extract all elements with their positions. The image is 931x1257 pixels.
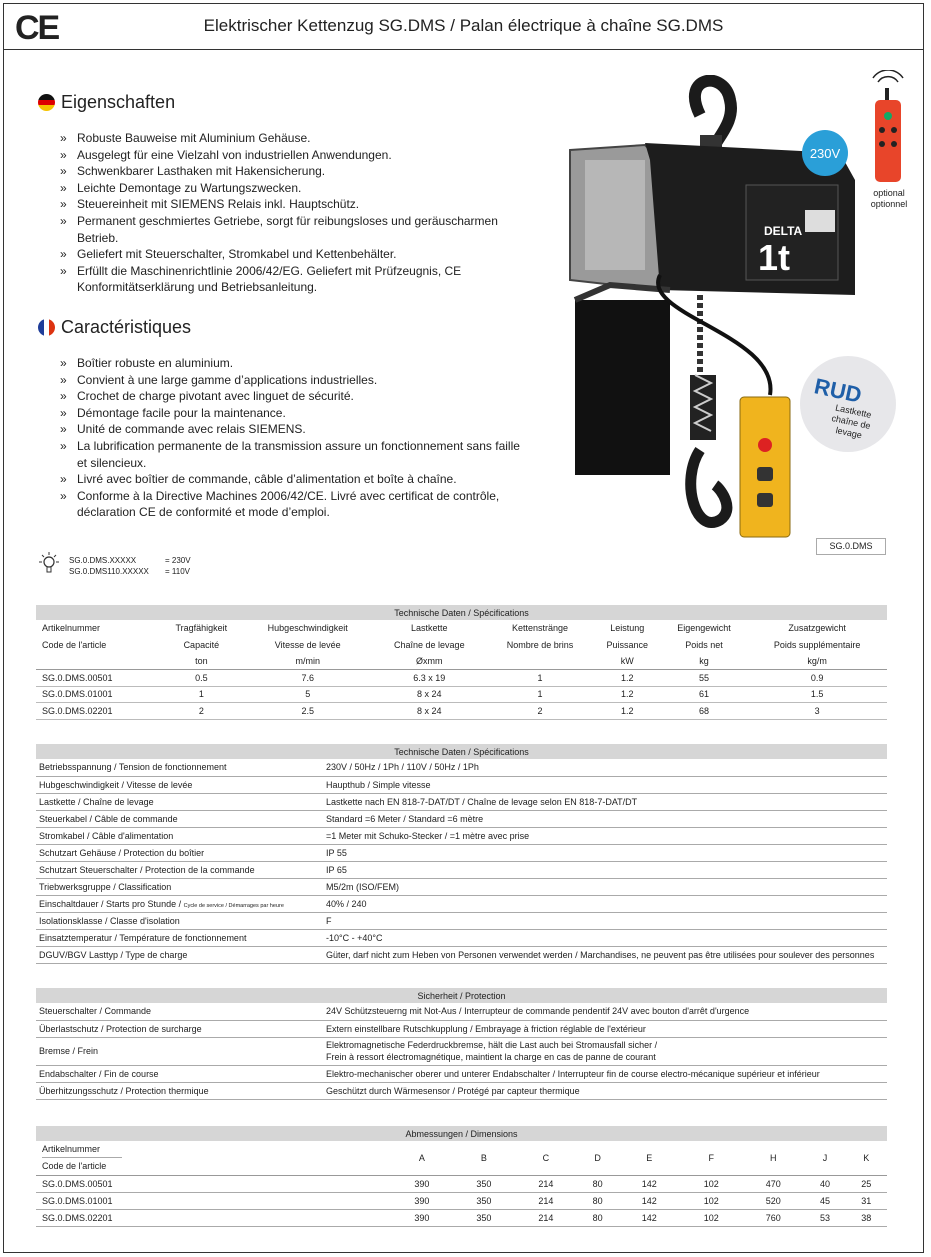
- table-caption-row: [36, 744, 887, 759]
- table-header-row: [36, 620, 887, 637]
- remote-caption: [850, 188, 928, 210]
- table-caption: Sicherheit / Protection: [36, 988, 887, 1003]
- table-row: [36, 1020, 887, 1037]
- section-heading-de: [38, 92, 175, 113]
- dimensions-table: [36, 1126, 887, 1227]
- dimension-header: F: [680, 1141, 742, 1175]
- table-cell: SG.0.DMS.02201: [36, 703, 160, 720]
- property-label: [36, 844, 323, 861]
- property-label: [36, 1003, 323, 1020]
- french-flag-icon: [38, 319, 55, 336]
- table-cell: 1.5: [747, 686, 887, 703]
- property-label: [36, 895, 323, 912]
- property-value: Standard =6 Meter / Standard =6 mètre: [323, 810, 887, 827]
- table-cell: 390: [391, 1209, 453, 1226]
- table-cell: 3: [747, 703, 887, 720]
- header-cell: Poids supplémentaire: [773, 639, 861, 650]
- dimension-header: D: [577, 1141, 618, 1175]
- table-cell: 214: [515, 1209, 577, 1226]
- table-cell: 350: [453, 1192, 515, 1209]
- property-label-text: Einschaltdauer / Starts pro Stunde /: [39, 898, 182, 909]
- table-cell: 520: [742, 1192, 804, 1209]
- property-label-text: Endabschalter / Fin de course: [39, 1068, 159, 1079]
- bullet-item: » Steuereinheit mit SIEMENS Relais inkl. Hauptschütz.: [60, 196, 530, 213]
- property-label: [36, 912, 323, 929]
- table-cell: 8 x 24: [372, 686, 486, 703]
- table-cell: 0.5: [160, 670, 243, 687]
- bullet-item: » Conforme à la Directive Machines 2006/42/CE. Livré avec certificat de contrôle, déclaration CE de conformité et mode d’emploi.: [60, 488, 530, 521]
- header-cell: Hubgeschwindigkeit: [267, 623, 348, 634]
- property-value: Geschützt durch Wärmesensor / Protégé par capteur thermique: [323, 1082, 887, 1099]
- table-cell: 6.3 x 19: [372, 670, 486, 687]
- property-label: [36, 1020, 323, 1037]
- property-label-text: Betriebsspannung / Tension de fonctionnement: [39, 762, 227, 773]
- page-title: Elektrischer Kettenzug SG.DMS / Palan électrique à chaîne SG.DMS: [203, 16, 724, 35]
- heading-text: Caractéristiques: [61, 317, 192, 337]
- header-cell: Artikelnummer: [42, 623, 101, 634]
- table-row: [36, 844, 887, 861]
- property-label: [36, 1037, 323, 1065]
- table-row: [36, 929, 887, 946]
- table-row: [36, 703, 887, 720]
- property-label-text: Überhitzungsschutz / Protection thermique: [39, 1085, 209, 1096]
- header-cell: kW: [594, 653, 661, 670]
- table-cell: 0.9: [747, 670, 887, 687]
- dimension-header: A: [391, 1141, 453, 1175]
- property-label: [36, 861, 323, 878]
- bullet-list-de: [60, 130, 530, 296]
- voltage-notes: [36, 555, 191, 577]
- property-label-text: Steuerkabel / Câble de commande: [39, 813, 178, 824]
- dimension-header: E: [618, 1141, 680, 1175]
- property-label-text: DGUV/BGV Lasttyp / Type de charge: [39, 949, 188, 960]
- bullet-item: » Leichte Demontage zu Wartungszwecken.: [60, 180, 530, 197]
- table-cell: 2.5: [243, 703, 372, 720]
- bullet-item: » Erfüllt die Maschinenrichtlinie 2006/42/EG. Geliefert mit Prüfzeugnis, CE Konformitätserklärung und Betriebsanleitung.: [60, 263, 530, 296]
- rud-logo: RUD: [812, 373, 864, 408]
- table-cell: SG.0.DMS.01001: [36, 686, 160, 703]
- radio-remote-image: [868, 70, 908, 190]
- table-cell: 760: [742, 1209, 804, 1226]
- header-cell: Nombre de brins: [506, 639, 574, 650]
- table-row: [36, 827, 887, 844]
- table-cell: 5: [243, 686, 372, 703]
- table-cell: 102: [680, 1175, 742, 1192]
- header-cell: kg: [661, 653, 747, 670]
- rud-text: Lastkette chaîne de levage: [830, 402, 873, 441]
- table-cell: 214: [515, 1192, 577, 1209]
- table-cell: 1.2: [594, 703, 661, 720]
- note-row: SG.0.DMS110.XXXXX = 110V: [69, 567, 190, 576]
- table-caption: Technische Daten / Spécifications: [36, 605, 887, 620]
- section-heading-fr: [38, 317, 191, 338]
- table-row: [36, 759, 887, 776]
- header-cell: Øxmm: [372, 653, 486, 670]
- table-row: [36, 793, 887, 810]
- table-row: [36, 1192, 887, 1209]
- table-caption-row: [36, 988, 887, 1003]
- table-cell: 350: [453, 1209, 515, 1226]
- table-cell: 102: [680, 1192, 742, 1209]
- header-cell: Kettenstränge: [511, 623, 568, 634]
- property-label-text: Stromkabel / Câble d'alimentation: [39, 830, 174, 841]
- table-row: [36, 912, 887, 929]
- optional-de: optional optionnel: [870, 188, 908, 209]
- dimension-header: J: [804, 1141, 845, 1175]
- bullet-item: » Boîtier robuste en aluminium.: [60, 355, 530, 372]
- property-label-text: Hubgeschwindigkeit / Vitesse de levée: [39, 779, 193, 790]
- table-cell: 2: [486, 703, 593, 720]
- table-cell: 25: [846, 1175, 887, 1192]
- property-label: [36, 946, 323, 963]
- label-fr: Code de l'article: [42, 1161, 107, 1172]
- header-cell: Chaîne de levage: [394, 639, 465, 650]
- property-label-text: Einsatztemperatur / Température de fonctionnement: [39, 932, 247, 943]
- table-row: [36, 946, 887, 963]
- bottom-hook-icon: [691, 450, 727, 523]
- table-cell: SG.0.DMS.01001: [36, 1192, 391, 1209]
- table-row: [36, 1175, 887, 1192]
- header-cell: Tragfähigkeit: [175, 623, 228, 634]
- header-cell: Zusatzgewicht: [788, 623, 846, 634]
- table-cell: 40: [804, 1175, 845, 1192]
- table-cell: 1: [486, 686, 593, 703]
- property-value: 24V Schützsteuerng mit Not-Aus / Interrupteur de commande pendentif 24V avec bouton d'arrêt d'urgence: [323, 1003, 887, 1020]
- dimension-header: B: [453, 1141, 515, 1175]
- bullet-item: » Démontage facile pour la maintenance.: [60, 405, 530, 422]
- table-cell: 350: [453, 1175, 515, 1192]
- property-label: [36, 810, 323, 827]
- header-cell: Poids net: [685, 639, 723, 650]
- property-label-text: Isolationsklasse / Classe d'isolation: [39, 915, 180, 926]
- property-label-text: Triebwerksgruppe / Classification: [39, 881, 172, 892]
- header-cell: Capacité: [183, 639, 220, 650]
- bullet-item: » La lubrification permanente de la transmission assure un fonctionnement sans faille et silencieux.: [60, 438, 530, 471]
- property-value: Extern einstellbare Rutschkupplung / Embrayage à friction réglable de l'extérieur: [323, 1020, 887, 1037]
- bullet-list-fr: [60, 355, 530, 521]
- property-value: Elektro-mechanischer oberer und unterer Endabschalter / Interrupteur fin de course electro-mécanique supérieur et inférieur: [323, 1065, 887, 1082]
- table-cell: 80: [577, 1192, 618, 1209]
- table-row: [36, 686, 887, 703]
- table-cell: 38: [846, 1209, 887, 1226]
- property-value: F: [323, 912, 887, 929]
- voltage-badge: 230V: [802, 130, 848, 176]
- property-value: Elektromagnetische Federdruckbremse, hält die Last auch bei Stromausfall sicher / Frein à ressort électromagnétique, maintient la charge en cas de panne de courant: [323, 1037, 887, 1065]
- property-value: 40% / 240: [323, 895, 887, 912]
- property-label: [36, 776, 323, 793]
- lightbulb-icon: [36, 551, 62, 577]
- header-cell: Eigengewicht: [677, 623, 731, 634]
- note-row: SG.0.DMS.XXXXX = 230V: [69, 556, 191, 565]
- property-value: M5/2m (ISO/FEM): [323, 878, 887, 895]
- table-units-row: [36, 653, 887, 670]
- bullet-item: » Livré avec boîtier de commande, câble d’alimentation et boîte à chaîne.: [60, 471, 530, 488]
- model-tag: SG.0.DMS: [816, 538, 886, 555]
- header-cell: kg/m: [747, 653, 887, 670]
- property-label: [36, 793, 323, 810]
- header-cell: [486, 653, 593, 670]
- table-caption-row: [36, 605, 887, 620]
- table-cell: 142: [618, 1192, 680, 1209]
- table-row: [36, 1065, 887, 1082]
- property-label: [36, 759, 323, 776]
- table-cell: 1: [486, 670, 593, 687]
- property-label: [36, 827, 323, 844]
- header-cell: ton: [160, 653, 243, 670]
- table-header-row: [36, 637, 887, 654]
- property-value: -10°C - +40°C: [323, 929, 887, 946]
- property-value: IP 65: [323, 861, 887, 878]
- property-value: 230V / 50Hz / 1Ph / 110V / 50Hz / 1Ph: [323, 759, 887, 776]
- header-cell: m/min: [243, 653, 372, 670]
- table-row: [36, 861, 887, 878]
- property-value: =1 Meter mit Schuko-Stecker / =1 mètre avec prise: [323, 827, 887, 844]
- table-cell: SG.0.DMS.02201: [36, 1209, 391, 1226]
- table-cell: 142: [618, 1209, 680, 1226]
- table-row: [36, 670, 887, 687]
- property-label-text: Lastkette / Chaîne de levage: [39, 796, 154, 807]
- table-cell: 7.6: [243, 670, 372, 687]
- bullet-item: » Permanent geschmiertes Getriebe, sorgt für reibungsloses und geräuscharmen Betrieb.: [60, 213, 530, 246]
- article-label-cell: [36, 1141, 391, 1175]
- table-cell: 1: [160, 686, 243, 703]
- property-value: IP 55: [323, 844, 887, 861]
- bullet-item: » Geliefert mit Steuerschalter, Stromkabel und Kettenbehälter.: [60, 246, 530, 263]
- table-cell: 80: [577, 1175, 618, 1192]
- hoist-brand-label: DELTA: [764, 224, 803, 238]
- property-label: [36, 1065, 323, 1082]
- bullet-item: » Unité de commande avec relais SIEMENS.: [60, 421, 530, 438]
- table-cell: SG.0.DMS.00501: [36, 1175, 391, 1192]
- table-row: [36, 1037, 887, 1065]
- header-cell: Leistung: [610, 623, 645, 634]
- spec-table-safety: [36, 988, 887, 1100]
- bullet-item: » Ausgelegt für eine Vielzahl von industriellen Anwendungen.: [60, 147, 530, 164]
- table-cell: 8 x 24: [372, 703, 486, 720]
- table-cell: 1.2: [594, 686, 661, 703]
- table-cell: 53: [804, 1209, 845, 1226]
- property-label-text: Bremse / Frein: [39, 1046, 99, 1056]
- table-caption: Abmessungen / Dimensions: [36, 1126, 887, 1141]
- property-label-text: Schutzart Steuerschalter / Protection de la commande: [39, 864, 255, 875]
- rud-chain-badge: [800, 356, 896, 452]
- property-value: Güter, darf nicht zum Heben von Personen verwendet werden / Marchandises, ne peuvent pas être utilisées pour soulever des personnes: [323, 946, 887, 963]
- table-cell: 390: [391, 1192, 453, 1209]
- header-cell: Lastkette: [411, 623, 448, 634]
- table-cell: 470: [742, 1175, 804, 1192]
- table-cell: 102: [680, 1209, 742, 1226]
- table-row: [36, 810, 887, 827]
- property-label: [36, 929, 323, 946]
- table-cell: 61: [661, 686, 747, 703]
- wireless-signal-icon: [878, 77, 898, 82]
- property-label-text: Schutzart Gehäuse / Protection du boîtier: [39, 847, 205, 858]
- spec-table-models: [36, 605, 887, 720]
- table-row: [36, 1082, 887, 1099]
- property-label-text: Überlastschutz / Protection de surcharge: [39, 1023, 202, 1034]
- table-header-row: [36, 1141, 887, 1175]
- dimension-header: C: [515, 1141, 577, 1175]
- table-cell: 55: [661, 670, 747, 687]
- bullet-item: » Crochet de charge pivotant avec linguet de sécurité.: [60, 388, 530, 405]
- label-de: Artikelnummer: [42, 1141, 122, 1158]
- table-cell: 390: [391, 1175, 453, 1192]
- property-label: [36, 1082, 323, 1099]
- dimension-header: H: [742, 1141, 804, 1175]
- table-cell: 1.2: [594, 670, 661, 687]
- dimension-header: K: [846, 1141, 887, 1175]
- table-row: [36, 895, 887, 912]
- header-cell: Code de l'article: [42, 639, 107, 650]
- table-cell: 45: [804, 1192, 845, 1209]
- table-cell: 31: [846, 1192, 887, 1209]
- hoist-capacity-label: 1t: [758, 237, 791, 278]
- header-cell: Vitesse de levée: [274, 639, 341, 650]
- heading-text: Eigenschaften: [61, 92, 176, 112]
- bullet-item: » Robuste Bauweise mit Aluminium Gehäuse.: [60, 130, 530, 147]
- header-cell: [36, 653, 160, 670]
- table-cell: 2: [160, 703, 243, 720]
- table-caption-row: [36, 1126, 887, 1141]
- table-cell: 214: [515, 1175, 577, 1192]
- property-value: Haupthub / Simple vitesse: [323, 776, 887, 793]
- property-value: Lastkette nach EN 818-7-DAT/DT / Chaîne de levage selon EN 818-7-DAT/DT: [323, 793, 887, 810]
- header: [3, 3, 924, 50]
- property-label-text: Steuerschalter / Commande: [39, 1006, 152, 1017]
- table-cell: SG.0.DMS.00501: [36, 670, 160, 687]
- ce-mark: CE: [15, 9, 59, 47]
- table-row: [36, 776, 887, 793]
- table-cell: 142: [618, 1175, 680, 1192]
- table-row: [36, 1209, 887, 1226]
- duty-cycle-note: Cycle de service / Démarrages par heure: [183, 902, 284, 909]
- header-cell: Puissance: [606, 639, 648, 650]
- table-cell: 68: [661, 703, 747, 720]
- table-row: [36, 1003, 887, 1020]
- bullet-item: » Schwenkbarer Lasthaken mit Hakensicherung.: [60, 163, 530, 180]
- table-row: [36, 878, 887, 895]
- bullet-item: » Convient à une large gamme d’applications industrielles.: [60, 372, 530, 389]
- spec-table-technical: [36, 744, 887, 964]
- german-flag-icon: [38, 94, 55, 111]
- table-caption: Technische Daten / Spécifications: [36, 744, 887, 759]
- property-label: [36, 878, 323, 895]
- table-cell: 80: [577, 1209, 618, 1226]
